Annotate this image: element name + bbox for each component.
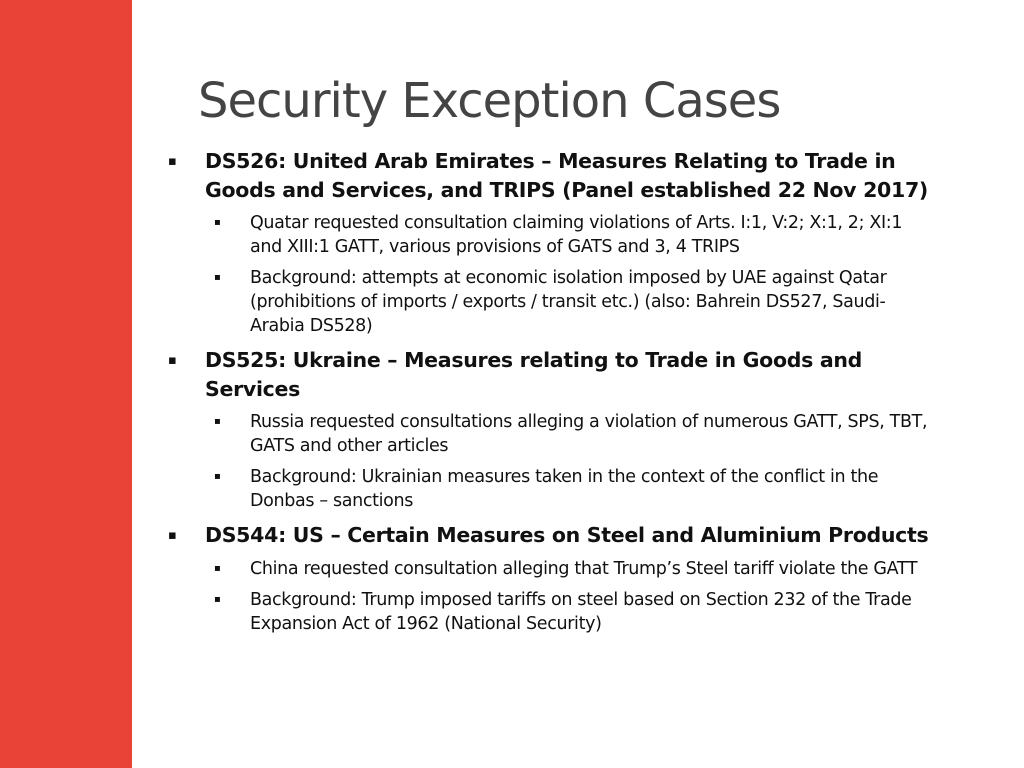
case-point-text: Background: Trump imposed tariffs on steel based on Section 232 of the Trade Expansion Act of 1962 (National Security) xyxy=(250,590,912,634)
case-point xyxy=(168,588,938,636)
case-title: DS526: United Arab Emirates – Measures Relating to Trade in Goods and Services, and TRIPS (Panel established 22 Nov 2017) xyxy=(205,149,929,202)
small-square-bullet-icon: ▪ xyxy=(214,217,221,228)
case-list xyxy=(168,147,938,644)
case-point-text: Russia requested consultations alleging a violation of numerous GATT, SPS, TBT, GATS and other articles xyxy=(250,412,928,456)
case-point-text: Background: attempts at economic isolation imposed by UAE against Qatar (prohibitions of imports / exports / transit etc.) (also: Bahrein DS527, Saudi-Arabia DS528) xyxy=(250,268,887,336)
case-heading xyxy=(168,521,938,551)
case-point-text: China requested consultation alleging that Trump’s Steel tariff violate the GATT xyxy=(250,559,918,579)
case-point-text: Quatar requested consultation claiming violations of Arts. I:1, V:2; X:1, 2; XI:1 and XIII:1 GATT, various provisions of GATS and 3, 4 TRIPS xyxy=(250,213,903,257)
small-square-bullet-icon: ▪ xyxy=(214,416,221,427)
case-points xyxy=(168,211,938,338)
small-square-bullet-icon: ▪ xyxy=(214,594,221,605)
square-bullet-icon: ▪ xyxy=(168,353,177,368)
case-point xyxy=(168,266,938,338)
case-title: DS544: US – Certain Measures on Steel and Aluminium Products xyxy=(205,523,929,547)
case-heading xyxy=(168,346,938,404)
case-points xyxy=(168,557,938,636)
case-point xyxy=(168,465,938,513)
case-point-text: Background: Ukrainian measures taken in the context of the conflict in the Donbas – sanctions xyxy=(250,467,879,511)
case-point xyxy=(168,211,938,259)
square-bullet-icon: ▪ xyxy=(168,154,177,169)
case-title: DS525: Ukraine – Measures relating to Trade in Goods and Services xyxy=(205,348,863,401)
case-points xyxy=(168,410,938,513)
small-square-bullet-icon: ▪ xyxy=(214,272,221,283)
case-point xyxy=(168,557,938,581)
small-square-bullet-icon: ▪ xyxy=(214,563,221,574)
square-bullet-icon: ▪ xyxy=(168,528,177,543)
accent-sidebar xyxy=(0,0,132,768)
slide-title: Security Exception Cases xyxy=(198,73,781,129)
case-item xyxy=(168,521,938,636)
case-point xyxy=(168,410,938,458)
small-square-bullet-icon: ▪ xyxy=(214,471,221,482)
case-heading xyxy=(168,147,938,205)
case-item xyxy=(168,346,938,513)
case-item xyxy=(168,147,938,338)
